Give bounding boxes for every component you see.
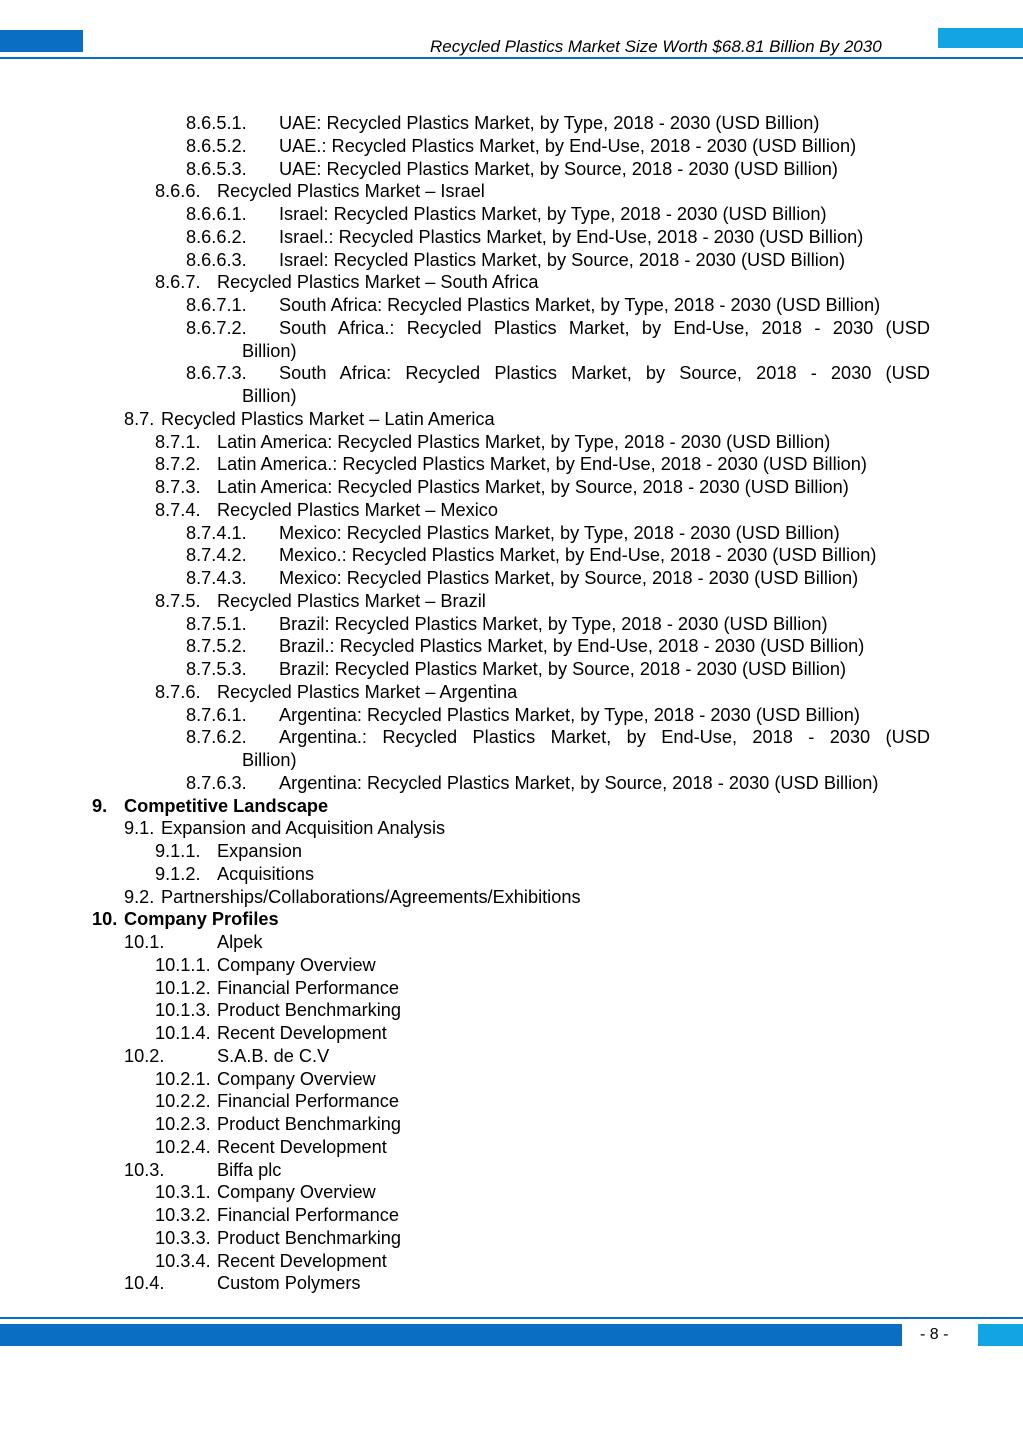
toc-entry-number: 10.2.2. <box>155 1091 211 1112</box>
toc-entry <box>186 294 930 317</box>
toc-entry-number: 10.1.2. <box>155 977 211 998</box>
toc-entry-number: 8.6.5.2. <box>186 135 247 156</box>
toc-entry-title: South Africa: Recycled Plastics Market, by Type, 2018 - 2030 (USD Billion) <box>279 295 881 315</box>
toc-entry-title: Latin America: Recycled Plastics Market, by Source, 2018 - 2030 (USD Billion) <box>217 477 849 497</box>
toc-entry <box>186 362 930 408</box>
footer-rule <box>0 1317 1023 1319</box>
toc-entry-title: Financial Performance <box>217 1091 399 1112</box>
header-rule <box>0 57 1023 59</box>
toc-entry-title: Israel: Recycled Plastics Market, by Type, 2018 - 2030 (USD Billion) <box>279 204 827 224</box>
toc-entry-title: Custom Polymers <box>217 1273 361 1294</box>
toc-entry-number: 8.6.6.1. <box>186 204 247 224</box>
toc-entry-title: Competitive Landscape <box>124 795 329 816</box>
toc-entry-title-continued: Billion) <box>242 386 297 407</box>
toc-entry-number: 8.6.6.3. <box>186 249 247 270</box>
footer-accent-right <box>978 1324 1023 1346</box>
toc-entry <box>124 1045 930 1068</box>
toc-entry <box>155 590 930 613</box>
toc-entry-number: 8.7.5.2. <box>186 636 247 657</box>
toc-entry-title: Recycled Plastics Market – Israel <box>217 181 485 202</box>
toc-entry-title: Israel.: Recycled Plastics Market, by End-Use, 2018 - 2030 (USD Billion) <box>279 226 864 247</box>
toc-entry-number: 8.6.6.2. <box>186 226 247 247</box>
toc-entry-title: Brazil.: Recycled Plastics Market, by End-Use, 2018 - 2030 (USD Billion) <box>279 636 865 657</box>
toc-entry-number: 10.1. <box>124 932 165 952</box>
toc-entry <box>155 977 930 1000</box>
header-title: Recycled Plastics Market Size Worth $68.81 Billion By 2030 <box>430 37 882 56</box>
toc-entry-title-continued: Billion) <box>242 750 297 771</box>
toc-entry <box>155 499 930 522</box>
toc-entry-number: 9. <box>92 795 108 816</box>
toc-entry-number: 10.3.1. <box>155 1182 211 1203</box>
toc-entry <box>155 1227 930 1250</box>
toc-entry <box>155 1113 930 1136</box>
toc-entry-number: 10.3. <box>124 1159 165 1180</box>
toc-entry-number: 8.7.3. <box>155 477 201 497</box>
toc-entry-number: 10.2.4. <box>155 1136 211 1157</box>
toc-entry-number: 8.7.6. <box>155 681 201 702</box>
toc-entry <box>186 704 930 727</box>
toc-entry <box>155 681 930 704</box>
toc-entry-title: Company Profiles <box>124 909 279 930</box>
toc-entry-number: 8.7.2. <box>155 454 201 475</box>
toc-entry-number: 9.2. <box>124 886 155 907</box>
toc-entry-title: South Africa.: Recycled Plastics Market, by End-Use, 2018 - 2030 (USD <box>279 317 930 338</box>
toc-entry <box>186 135 930 158</box>
toc-entry <box>155 1136 930 1159</box>
toc-entry-title: Biffa plc <box>217 1159 282 1180</box>
toc-entry-number: 8.7.6.1. <box>186 704 247 725</box>
toc-entry <box>124 1159 930 1182</box>
toc-entry-number: 10.1.4. <box>155 1023 211 1043</box>
toc-entry <box>186 317 930 363</box>
toc-entry <box>186 249 930 272</box>
toc-entry-title: Israel: Recycled Plastics Market, by Source, 2018 - 2030 (USD Billion) <box>279 249 846 270</box>
toc-entry-title: Recent Development <box>217 1023 387 1043</box>
toc-entry-number: 9.1.1. <box>155 841 201 861</box>
toc-entry <box>124 1272 930 1295</box>
toc-entry-title: Recycled Plastics Market – Brazil <box>217 590 486 611</box>
toc-entry-title: Recent Development <box>217 1250 387 1271</box>
toc-entry-number: 10.2. <box>124 1045 165 1066</box>
header-accent-left <box>0 30 83 52</box>
toc-entry <box>155 840 930 863</box>
toc-entry-number: 9.1. <box>124 818 155 839</box>
toc-entry <box>155 271 930 294</box>
toc-entry <box>186 544 930 567</box>
toc-entry-title: S.A.B. de C.V <box>217 1045 330 1066</box>
toc-entry-number: 10.3.3. <box>155 1227 211 1248</box>
toc-entry-number: 10.4. <box>124 1273 165 1294</box>
toc-entry-title: Argentina.: Recycled Plastics Market, by End-Use, 2018 - 2030 (USD <box>279 727 930 748</box>
toc-entry <box>155 863 930 886</box>
toc-entry-title: Recycled Plastics Market – South Africa <box>217 272 539 293</box>
toc-entry-title: UAE.: Recycled Plastics Market, by End-Use, 2018 - 2030 (USD Billion) <box>279 135 857 156</box>
toc-entry-number: 8.7.1. <box>155 431 201 452</box>
page-number: - 8 - <box>920 1326 949 1343</box>
toc-entry-number: 10.2.1. <box>155 1068 211 1089</box>
toc-entry <box>186 203 930 226</box>
toc-entry-number: 8.7.4. <box>155 499 201 520</box>
toc-entry <box>124 886 930 909</box>
toc-entry <box>155 1204 930 1227</box>
header-accent-right <box>938 28 1023 48</box>
toc-entry-title: UAE: Recycled Plastics Market, by Type, 2018 - 2030 (USD Billion) <box>279 113 820 133</box>
toc-entry-title: Company Overview <box>217 1068 376 1089</box>
toc-entry-number: 8.7.4.3. <box>186 568 247 588</box>
toc-entry-number: 8.7. <box>124 408 155 429</box>
toc-entry <box>186 772 930 795</box>
toc-entry-number: 8.7.5. <box>155 590 201 611</box>
toc-entry <box>155 476 930 499</box>
toc-entry <box>155 999 930 1022</box>
toc-entry-title: Expansion and Acquisition Analysis <box>161 818 446 839</box>
toc-entry <box>155 954 930 977</box>
toc-entry <box>155 431 930 454</box>
toc-entry <box>155 180 930 203</box>
toc-entry-title: Expansion <box>217 841 302 861</box>
toc-entry <box>186 613 930 636</box>
toc-entry-number: 10.1.1. <box>155 954 211 975</box>
toc-entry <box>92 795 930 818</box>
toc-entry-number: 8.7.4.1. <box>186 522 247 543</box>
toc-entry-title: Argentina: Recycled Plastics Market, by Type, 2018 - 2030 (USD Billion) <box>279 704 860 725</box>
toc-entry <box>155 1181 930 1204</box>
toc-entry <box>124 931 930 954</box>
toc-entry <box>186 226 930 249</box>
toc-entry-number: 8.6.6. <box>155 181 201 202</box>
toc-entry-title: Latin America: Recycled Plastics Market, by Type, 2018 - 2030 (USD Billion) <box>217 431 831 452</box>
toc-entry-title: Alpek <box>217 932 263 952</box>
toc-entry-title: Company Overview <box>217 1182 376 1203</box>
toc-entry-number: 8.7.5.3. <box>186 659 247 679</box>
toc-entry-title: Product Benchmarking <box>217 1114 401 1134</box>
toc-entry-title-continued: Billion) <box>242 340 297 361</box>
toc-entry <box>186 567 930 590</box>
toc-entry-title: Recycled Plastics Market – Latin America <box>161 408 495 429</box>
toc-entry <box>186 658 930 681</box>
toc-entry-title: Argentina: Recycled Plastics Market, by Source, 2018 - 2030 (USD Billion) <box>279 772 879 793</box>
toc-entry <box>155 1068 930 1091</box>
toc-entry-number: 8.6.7.3. <box>186 363 247 384</box>
toc-entry <box>186 635 930 658</box>
toc-entry-title: Company Overview <box>217 954 376 975</box>
toc-entry-title: Partnerships/Collaborations/Agreements/Exhibitions <box>161 886 581 907</box>
toc-entry-number: 8.7.6.3. <box>186 772 247 793</box>
toc-entry <box>186 726 930 772</box>
toc-entry <box>155 453 930 476</box>
toc-entry <box>155 1250 930 1273</box>
toc-entry-number: 8.7.5.1. <box>186 613 247 634</box>
toc-entry-title: Brazil: Recycled Plastics Market, by Type, 2018 - 2030 (USD Billion) <box>279 613 828 634</box>
toc-entry-title: Financial Performance <box>217 977 399 998</box>
toc-entry-title: Acquisitions <box>217 863 315 884</box>
toc-entry-title: Recycled Plastics Market – Argentina <box>217 681 518 702</box>
toc-entry-number: 10.2.3. <box>155 1114 211 1134</box>
toc-entry-title: Recent Development <box>217 1136 387 1157</box>
toc-entry <box>124 408 930 431</box>
toc-entry-title: Mexico.: Recycled Plastics Market, by End-Use, 2018 - 2030 (USD Billion) <box>279 545 877 566</box>
toc-entry-number: 10.1.3. <box>155 1000 211 1021</box>
toc-entry-title: Product Benchmarking <box>217 1227 401 1248</box>
toc-entry-title: Product Benchmarking <box>217 1000 401 1021</box>
toc-entry-title: Mexico: Recycled Plastics Market, by Source, 2018 - 2030 (USD Billion) <box>279 568 859 588</box>
toc-entry <box>186 522 930 545</box>
toc-entry-number: 10.3.4. <box>155 1250 211 1271</box>
toc-entry-title: Brazil: Recycled Plastics Market, by Source, 2018 - 2030 (USD Billion) <box>279 659 847 679</box>
toc-entry-number: 8.6.5.1. <box>186 113 247 133</box>
toc-entry-title: UAE: Recycled Plastics Market, by Source, 2018 - 2030 (USD Billion) <box>279 158 838 179</box>
toc-entry-number: 8.6.7.2. <box>186 317 247 338</box>
toc-entry-number: 8.7.6.2. <box>186 727 247 748</box>
toc-entry <box>92 908 930 931</box>
toc-entry-title: South Africa: Recycled Plastics Market, by Source, 2018 - 2030 (USD <box>279 363 930 384</box>
toc-entry-title: Mexico: Recycled Plastics Market, by Type, 2018 - 2030 (USD Billion) <box>279 522 840 543</box>
toc-entry <box>186 112 930 135</box>
toc-entry-title: Latin America.: Recycled Plastics Market, by End-Use, 2018 - 2030 (USD Billion) <box>217 454 867 475</box>
toc-entry-title: Recycled Plastics Market – Mexico <box>217 499 498 520</box>
toc-entry-number: 10.3.2. <box>155 1205 211 1225</box>
toc-entry-number: 8.7.4.2. <box>186 545 247 566</box>
toc-entry-number: 8.6.7.1. <box>186 295 247 315</box>
toc-entry <box>124 817 930 840</box>
toc-entry-number: 8.6.7. <box>155 272 201 293</box>
toc-entry-number: 9.1.2. <box>155 863 201 884</box>
toc-entry-number: 8.6.5.3. <box>186 158 247 179</box>
toc-entry <box>186 158 930 181</box>
toc-entry-number: 10. <box>92 909 118 930</box>
toc-entry-title: Financial Performance <box>217 1205 399 1225</box>
footer-bar <box>0 1324 902 1346</box>
toc-entry <box>155 1022 930 1045</box>
toc-entry <box>155 1090 930 1113</box>
